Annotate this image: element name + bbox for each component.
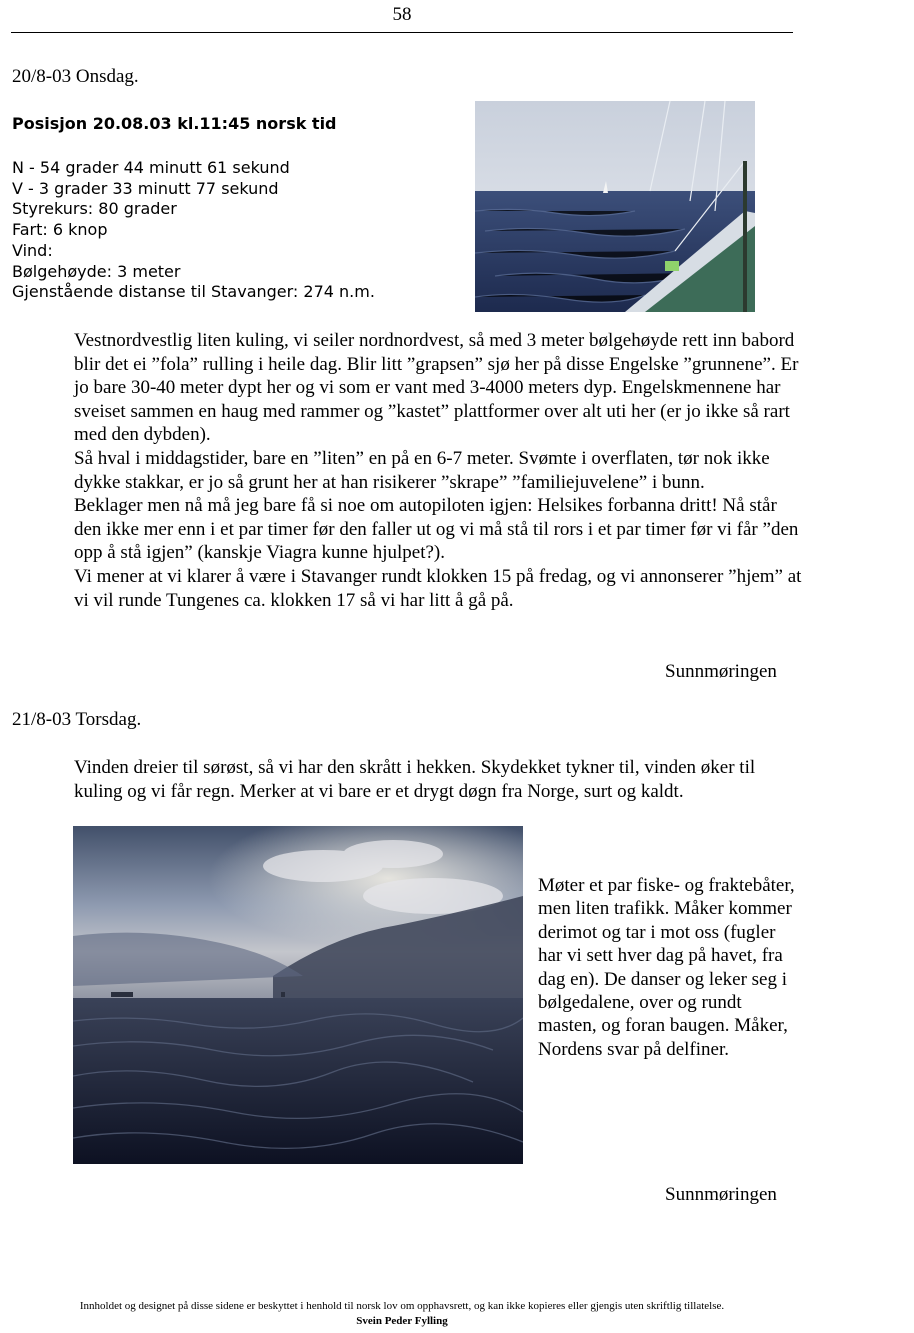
entry2-side-paragraph: Møter et par fiske- og fraktebåter, men liten trafikk. Måker kommer derimot og tar i mot oss (fugler har vi sett hver dag på havet, fra dag en). De danser og leker seg i bølgedalene, over og rundt masten, og foran baugen. Måker, Nordens svar på delfiner. (538, 875, 795, 1060)
entry1-text (74, 329, 804, 612)
entry2-intro-paragraph: Vinden dreier til sørøst, så vi har den skrått i hekken. Skydekket tykner til, vinden øker til kuling og vi får regn. Merker at vi bare er et drygt døgn fra Norge, surt og kaldt. (74, 757, 756, 802)
position-line-north: N - 54 grader 44 minutt 61 sekund (12, 158, 290, 177)
sea-sky-photo (73, 826, 523, 1164)
page-number: 58 (392, 4, 412, 25)
position-heading: Posisjon 20.08.03 kl.11:45 norsk tid (12, 114, 337, 133)
position-line-waves: Bølgehøyde: 3 meter (12, 261, 181, 281)
position-line-heading: Styrekurs: 80 grader (12, 199, 177, 219)
entry2-signature: Sunnmøringen (665, 1184, 777, 1205)
position-line-distance: Gjenstående distanse til Stavanger: 274 n.m. (12, 282, 375, 302)
entry1-signature: Sunnmøringen (665, 661, 777, 682)
position-block (12, 158, 375, 303)
entry1-paragraph: Vi mener at vi klarer å være i Stavanger rundt klokken 15 på fredag, og vi annonserer ”hjem” at vi vil runde Tungenes ca. klokken 17 så vi har litt å gå på. (74, 565, 802, 611)
entry2-side-text (538, 874, 800, 1061)
author-name: Svein Peder Fylling (356, 1315, 448, 1327)
sailing-photo (475, 101, 755, 312)
entry1-date: 20/8-03 Onsdag. (12, 66, 139, 87)
header-rule (11, 32, 793, 33)
position-line-west: V - 3 grader 33 minutt 77 sekund (12, 178, 279, 198)
entry2-intro (74, 756, 804, 803)
entry1-paragraph: Så hval i middagstider, bare en ”liten” en på en 6-7 meter. Svømte i overflaten, tør nok ikke dykke stakkar, er jo så grunt her at han risikerer ”skrape” ”familiejuvelene” i bunn. (74, 447, 770, 493)
position-line-speed: Fart: 6 knop (12, 220, 108, 240)
entry1-paragraph: Beklager men nå må jeg bare få si noe om autopiloten igjen: Helsikes forbanna dritt! Nå står den ikke mer enn i et par timer før den faller ut og vi må stå til rors i et par timer før vi får ”den opp å stå igjen” (kanskje Viagra kunne hjulpet?). (74, 495, 799, 564)
copyright-footer (0, 1299, 804, 1329)
copyright-notice: Innholdet og designet på disse sidene er beskyttet i henhold til norsk lov om opphavsrett, og kan ikke kopieres eller gjengis uten skriftlig tillatelse. (79, 1300, 725, 1312)
entry2-date: 21/8-03 Torsdag. (12, 709, 142, 730)
position-line-wind: Vind: (12, 240, 53, 260)
entry1-paragraph: Vestnordvestlig liten kuling, vi seiler nordnordvest, så med 3 meter bølgehøyde rett inn babord blir det ei ”fola” rulling i heile dag. Blir litt ”grapsen” sjø her på disse Engelske ”grunnene”. Er jo bare 30-40 meter dypt her og vi som er vant med 3-4000 meters dyp. Engelskmennene har sveiset sammen en haug med rammer og ”kastet” plattformer over alt uti her (er jo ikke så rart med den dybden). (74, 330, 799, 446)
